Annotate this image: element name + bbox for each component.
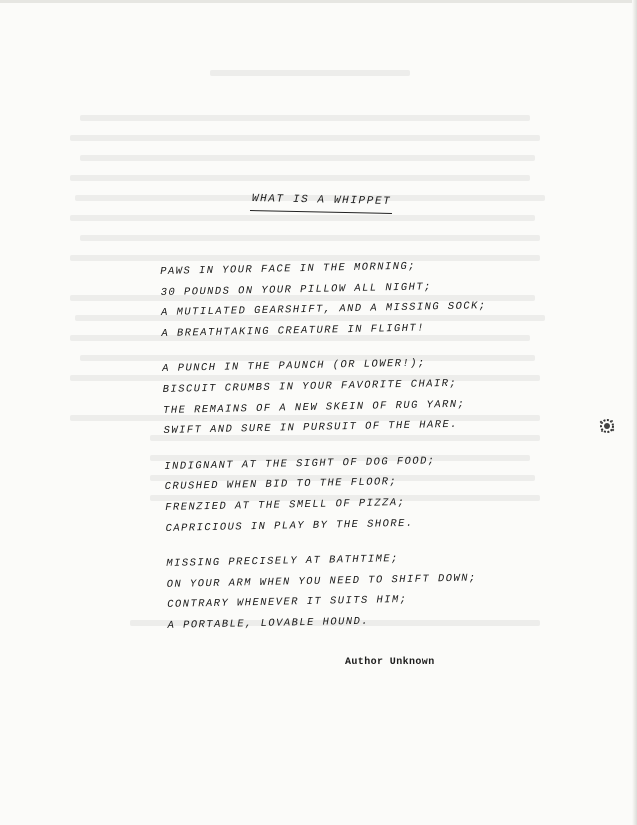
poem-line: PAWS IN YOUR FACE IN THE MORNING;: [160, 260, 417, 278]
poem-line: CRUSHED WHEN BID TO THE FLOOR;: [164, 476, 398, 494]
poem-line: THE REMAINS OF A NEW SKEIN OF RUG YARN;: [162, 398, 466, 417]
page-right-edge: [632, 0, 637, 825]
stanza: [160, 255, 487, 344]
poem-line: A MUTILATED GEARSHIFT, AND A MISSING SOCK;: [160, 300, 487, 320]
poem-line: SWIFT AND SURE IN PURSUIT OF THE HARE.: [163, 418, 459, 438]
stanza: [166, 547, 493, 636]
stanza: [164, 450, 491, 539]
poem-title: WHAT IS A WHIPPET: [251, 193, 392, 208]
poem-body: [160, 255, 494, 651]
ink-smudge-icon: [597, 416, 617, 436]
poem-line: CAPRICIOUS IN PLAY BY THE SHORE.: [165, 517, 414, 535]
poem-line: BISCUIT CRUMBS IN YOUR FAVORITE CHAIR;: [162, 377, 458, 396]
poem-line: A PUNCH IN THE PAUNCH (OR LOWER!);: [162, 357, 426, 376]
poem-line: A BREATHTAKING CREATURE IN FLIGHT!: [161, 322, 426, 340]
page-top-edge: [0, 0, 637, 3]
poem-line: 30 POUNDS ON YOUR PILLOW ALL NIGHT;: [160, 280, 433, 299]
author-attribution: Author Unknown: [345, 657, 435, 668]
poem-line: MISSING PRECISELY AT BATHTIME;: [166, 553, 399, 571]
poem-line: ON YOUR ARM WHEN YOU NEED TO SHIFT DOWN;: [166, 572, 477, 591]
poem-line: CONTRARY WHENEVER IT SUITS HIM;: [167, 594, 408, 612]
poem-line: INDIGNANT AT THE SIGHT OF DOG FOOD;: [164, 455, 436, 473]
stanza: [162, 353, 489, 442]
poem-line: A PORTABLE, LOVABLE HOUND.: [167, 615, 370, 632]
poem-line: FRENZIED AT THE SMELL OF PIZZA;: [165, 496, 406, 514]
